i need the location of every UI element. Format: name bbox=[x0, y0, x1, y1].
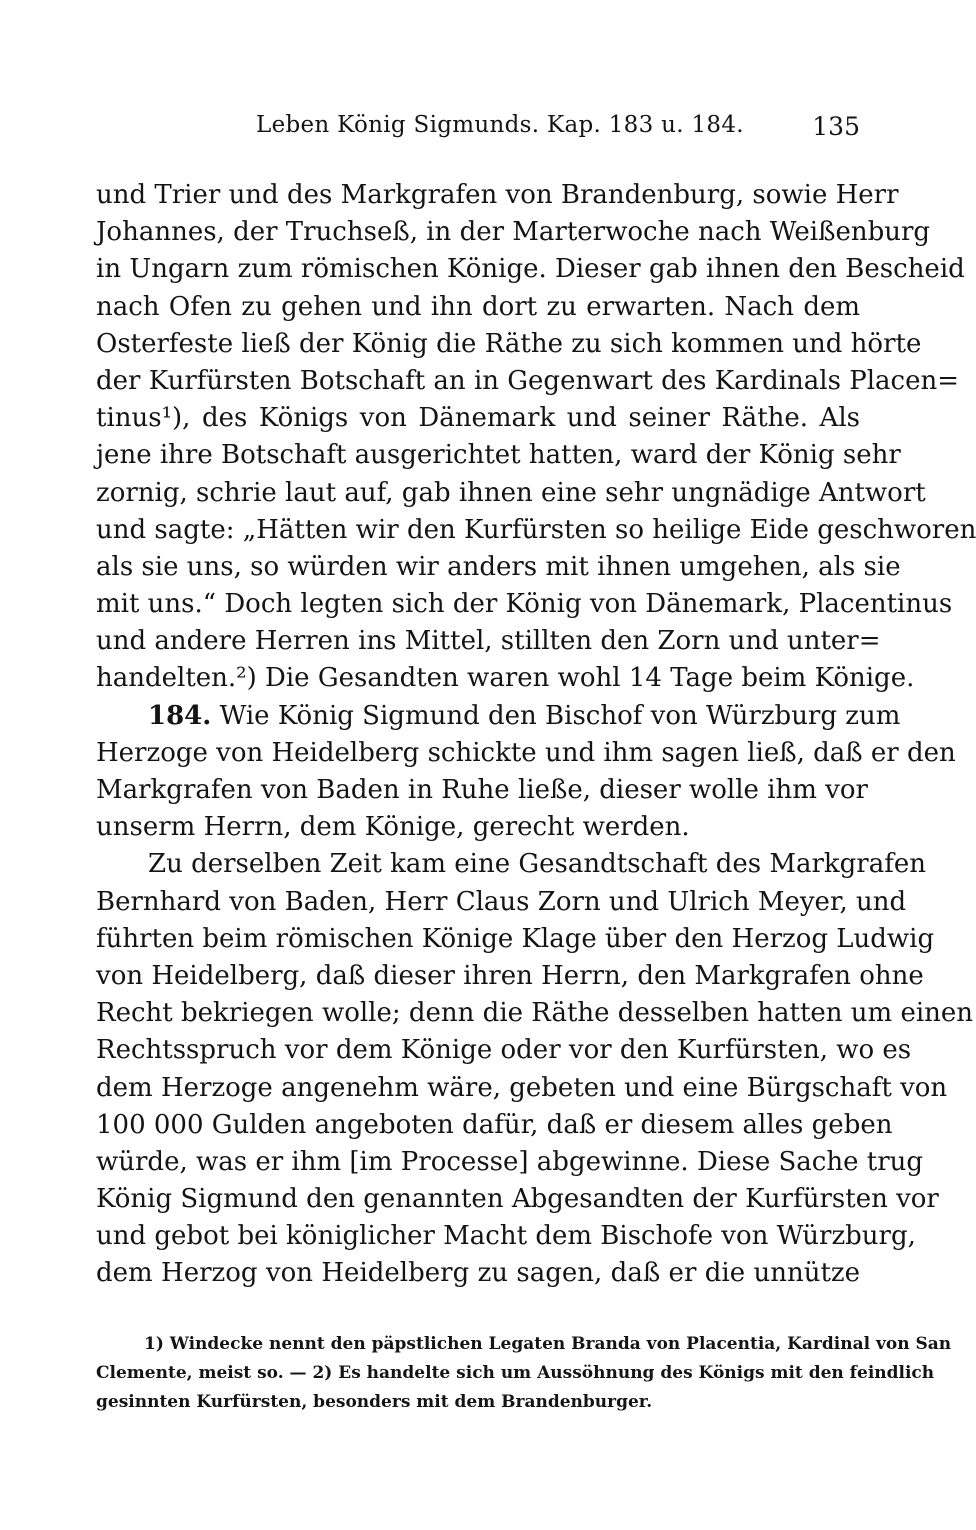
paragraph-line: dem Herzog von Heidelberg zu sagen, daß er die unnütze bbox=[96, 1258, 860, 1289]
text-line: Johannes, der Truchseß, in der Marterwoche nach Weißenburg bbox=[96, 217, 931, 248]
paragraph-line: von Heidelberg, daß dieser ihren Herrn, den Markgrafen ohne bbox=[96, 960, 924, 991]
section-heading-line bbox=[96, 698, 901, 735]
text-line: Osterfeste ließ der König die Räthe zu sich kommen und hörte bbox=[96, 328, 922, 359]
text-line: zornig, schrie laut auf, gab ihnen eine sehr ungnädige Antwort bbox=[96, 477, 926, 508]
paragraph-line: Bernhard von Baden, Herr Claus Zorn und Ulrich Meyer, und bbox=[96, 886, 907, 917]
text-line: mit uns.“ Doch legten sich der König von Dänemark, Placentinus bbox=[96, 589, 953, 620]
section-heading-line: Markgrafen von Baden in Ruhe ließe, dieser wolle ihm vor bbox=[96, 775, 868, 805]
text-line: tinus¹), des Königs von Dänemark und seiner Räthe. Als bbox=[96, 403, 860, 434]
text-line: der Kurfürsten Botschaft an in Gegenwart des Kardinals Placen= bbox=[96, 365, 960, 396]
section-heading-line: Herzoge von Heidelberg schickte und ihm sagen ließ, daß er den bbox=[96, 737, 956, 768]
text-line: und andere Herren ins Mittel, stillten den Zorn und unter= bbox=[96, 626, 881, 657]
paragraph-line: König Sigmund den genannten Abgesandten der Kurfürsten vor bbox=[96, 1184, 939, 1215]
running-head bbox=[96, 112, 860, 152]
text-line: jene ihre Botschaft ausgerichtet hatten, ward der König sehr bbox=[96, 440, 901, 471]
paragraph-line: Recht bekriegen wolle; denn die Räthe desselben hatten um einen bbox=[96, 998, 974, 1029]
paragraph-line: und gebot bei königlicher Macht dem Bischofe von Würzburg, bbox=[96, 1221, 916, 1252]
footnote-line: gesinnten Kurfürsten, besonders mit dem Brandenburger. bbox=[96, 1392, 653, 1412]
text-line: als sie uns, so würden wir anders mit ihnen umgehen, als sie bbox=[96, 551, 901, 582]
page-number: 135 bbox=[812, 112, 860, 141]
text-line: handelten.²) Die Gesandten waren wohl 14 Tage beim Könige. bbox=[96, 663, 915, 694]
section-heading-text: Wie König Sigmund den Bischof von Würzburg zum bbox=[219, 700, 901, 731]
paragraph-line: Rechtsspruch vor dem Könige oder vor den Kurfürsten, wo es bbox=[96, 1035, 912, 1066]
running-title: Leben König Sigmunds. Kap. 183 u. 184. bbox=[256, 112, 744, 138]
paragraph-line: Zu derselben Zeit kam eine Gesandtschaft des Markgrafen bbox=[148, 849, 926, 880]
footnote-line: 1) Windecke nennt den päpstlichen Legaten Branda von Placentia, Kardinal von San bbox=[144, 1334, 952, 1354]
body-text bbox=[96, 177, 976, 1293]
paragraph-line: würde, was er ihm [im Processe] abgewinne. Diese Sache trug bbox=[96, 1146, 924, 1177]
text-line: und sagte: „Hätten wir den Kurfürsten so heilige Eide geschworen bbox=[96, 514, 976, 545]
footnote-line: Clemente, meist so. — 2) Es handelte sich um Aussöhnung des Königs mit den feindlich bbox=[96, 1363, 935, 1383]
text-line: in Ungarn zum römischen Könige. Dieser gab ihnen den Bescheid bbox=[96, 254, 965, 285]
paragraph-line: dem Herzoge angenehm wäre, gebeten und eine Bürgschaft von bbox=[96, 1072, 948, 1103]
paragraph-line: 100 000 Gulden angeboten dafür, daß er diesem alles geben bbox=[96, 1109, 893, 1140]
section-heading-line: unserm Herrn, dem Könige, gerecht werden. bbox=[96, 812, 690, 843]
text-line: und Trier und des Markgrafen von Brandenburg, sowie Herr bbox=[96, 180, 899, 210]
footnotes bbox=[96, 1330, 952, 1417]
section-number: 184. bbox=[148, 700, 212, 731]
text-line: nach Ofen zu gehen und ihn dort zu erwarten. Nach dem bbox=[96, 291, 860, 322]
paragraph-line: führten beim römischen Könige Klage über den Herzog Ludwig bbox=[96, 923, 935, 954]
